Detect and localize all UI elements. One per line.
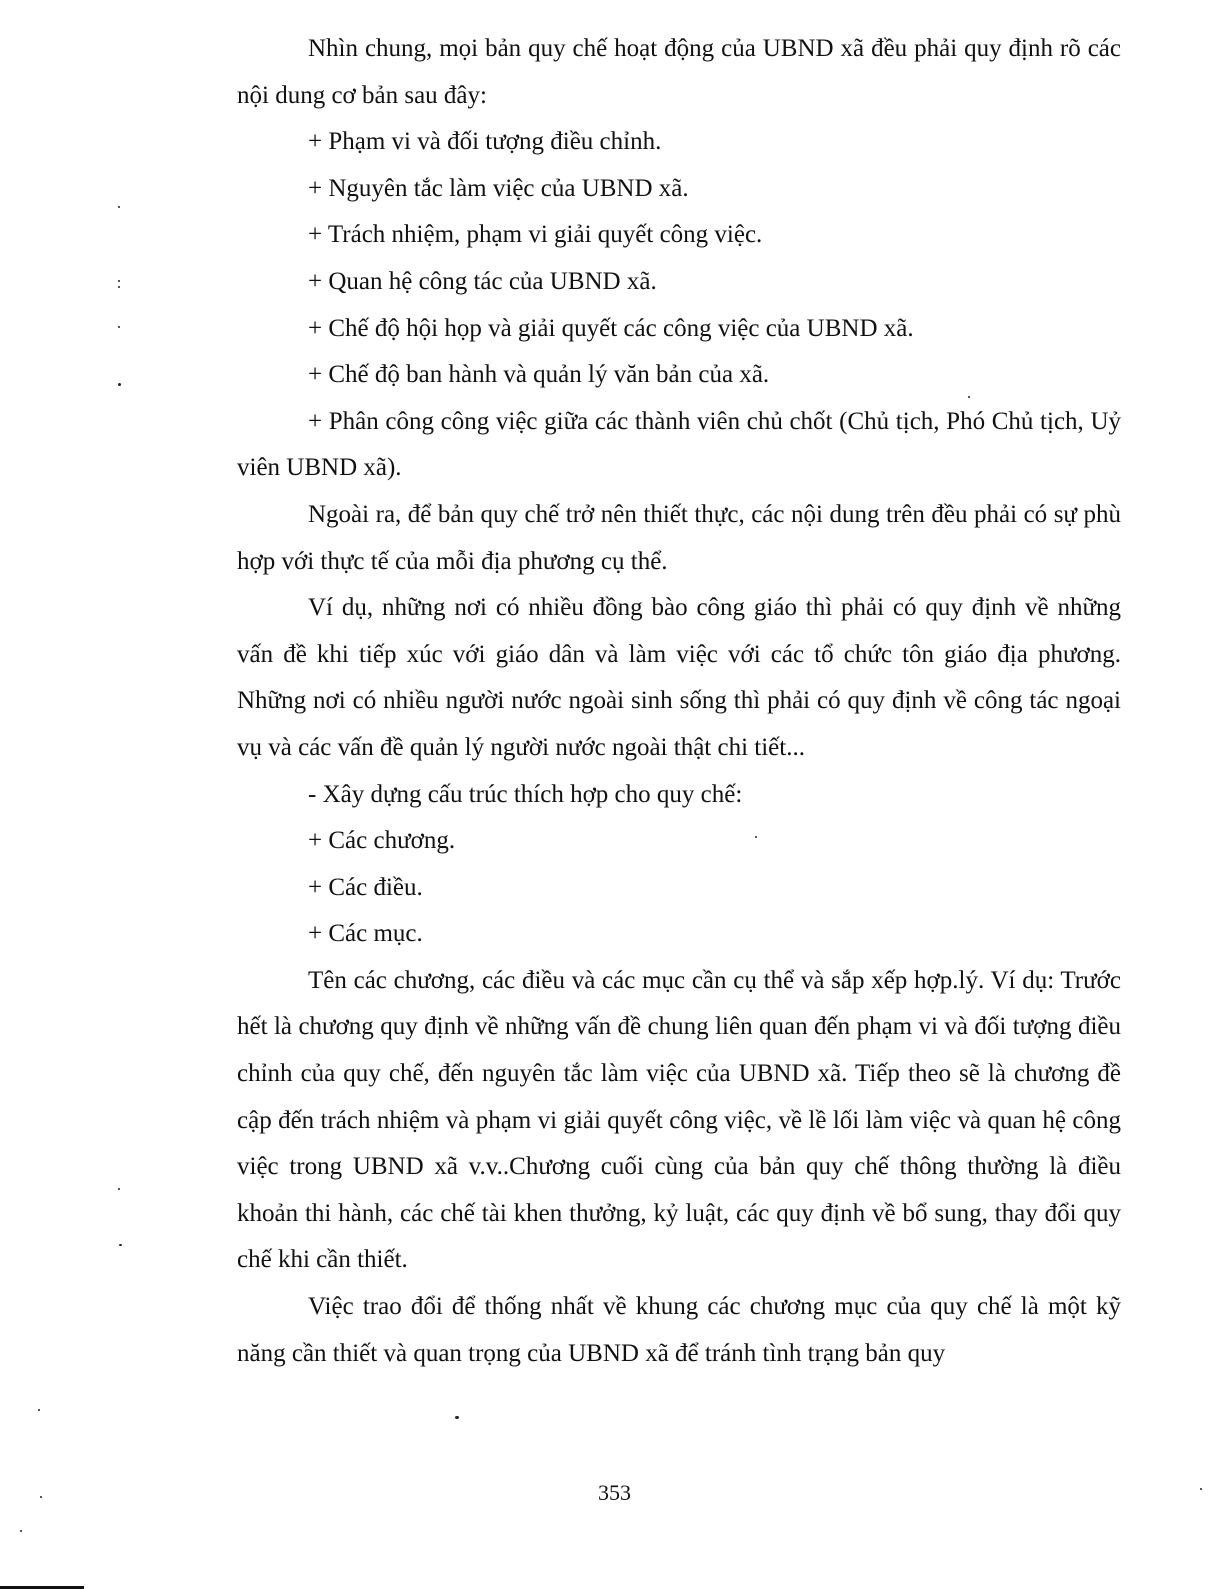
scan-speck	[118, 326, 120, 328]
scan-speck	[38, 1409, 40, 1411]
list-item: + Chế độ hội họp và giải quyết các công việc của UBND xã.	[308, 314, 914, 342]
list-item: + Chế độ ban hành và quản lý văn bản của xã.	[308, 361, 770, 389]
scan-speck	[119, 1244, 122, 1246]
list-item: - Xây dựng cấu trúc thích hợp cho quy chế:	[308, 780, 743, 808]
list-item: + Phân công công việc giữa các thành viên chủ chốt (Chủ tịch, Phó Chủ tịch, Uỷ viên UBND xã).	[237, 407, 1121, 482]
scan-speck	[968, 396, 970, 398]
paragraph: Nhìn chung, mọi bản quy chế hoạt động của UBND xã đều phải quy định rõ các nội dung cơ bản sau đây:	[237, 35, 1121, 109]
scan-speck	[118, 280, 120, 282]
paragraph: Tên các chương, các điều và các mục cần cụ thể và sắp xếp hợp.lý. Ví dụ: Trước hết là chương quy định về những vấn đề chung liên quan đến phạm vi và đối tượng điều chỉnh của quy chế, đến nguyên tắc làm việc của UBND xã. Tiếp theo sẽ là chương đề cập đến trách nhiệm và phạm vi giải quyết công việc, về lề lối làm việc và quan hệ công việc trong UBND xã v.v..Chương cuối cùng của bản quy chế thông thường là điều khoản thi hành, các chế tài khen thưởng, kỷ luật, các quy định về bổ sung, thay đổi quy chế khi cần thiết.	[237, 966, 1121, 1274]
scan-speck	[118, 383, 121, 386]
scan-speck	[20, 1530, 22, 1532]
paragraph: Ngoài ra, để bản quy chế trở nên thiết thực, các nội dung trên đều phải có sự phù hợp với thực tế của mỗi địa phương cụ thể.	[237, 500, 1121, 575]
list-item: + Nguyên tắc làm việc của UBND xã.	[308, 174, 689, 202]
scan-speck	[40, 1496, 42, 1498]
scan-speck	[118, 206, 120, 208]
list-item: + Các điều.	[308, 873, 423, 901]
paragraph: Việc trao đổi để thống nhất về khung các chương mục của quy chế là một kỹ năng cần thiết và quan trọng của UBND xã để tránh tình trạng bản quy	[237, 1293, 1121, 1367]
list-item: + Trách nhiệm, phạm vi giải quyết công việc.	[308, 221, 763, 249]
list-item: + Phạm vi và đối tượng điều chỉnh.	[308, 128, 662, 156]
list-item: + Quan hệ công tác của UBND xã.	[308, 267, 657, 295]
list-item: + Các mục.	[308, 920, 423, 948]
list-item: + Các chương.	[308, 827, 456, 855]
scan-speck	[1200, 1488, 1202, 1490]
body-text	[237, 26, 1121, 1377]
paragraph: Ví dụ, những nơi có nhiều đồng bào công giáo thì phải có quy định về những vấn đề khi tiếp xúc với giáo dân và làm việc với các tổ chức tôn giáo địa phương. Những nơi có nhiều người nước ngoài sinh sống thì phải có quy định về công tác ngoại vụ và các vấn đề quản lý người nước ngoài thật chi tiết...	[237, 594, 1121, 761]
page-number: 353	[598, 1480, 631, 1505]
scan-speck	[755, 836, 757, 838]
scan-speck	[455, 1416, 459, 1419]
scan-speck	[118, 286, 120, 288]
scan-speck	[118, 1188, 120, 1190]
